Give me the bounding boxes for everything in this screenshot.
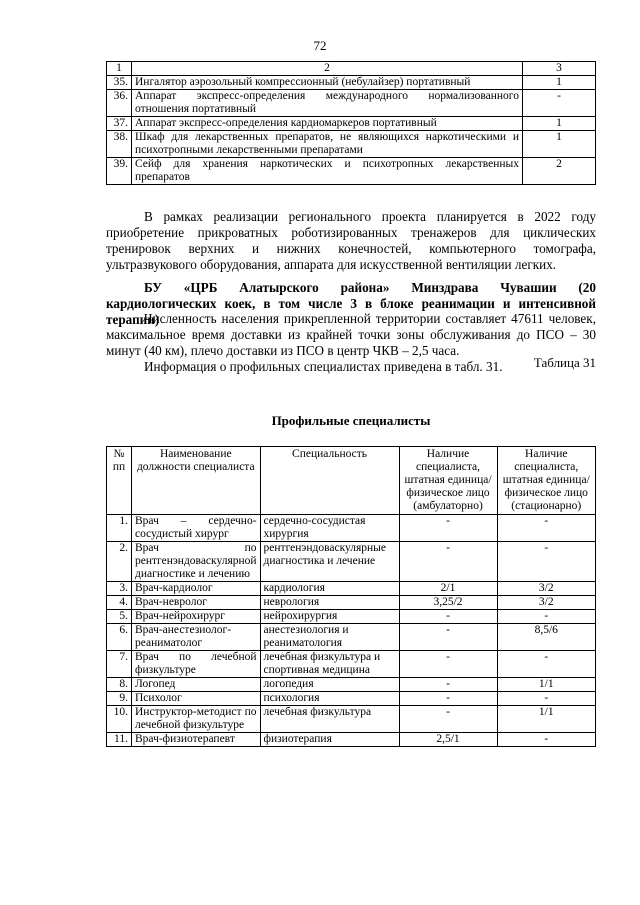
position-name: Врач-нейрохирург bbox=[132, 610, 261, 624]
outpatient-value: - bbox=[399, 610, 497, 624]
row-number: 4. bbox=[107, 596, 132, 610]
page-number: 72 bbox=[313, 38, 327, 53]
outpatient-value: 2/1 bbox=[399, 582, 497, 596]
specialty-name: сердечно-сосудистая хирургия bbox=[260, 515, 399, 542]
header-number: № пп bbox=[107, 447, 132, 515]
table-row bbox=[107, 678, 596, 692]
row-number: 11. bbox=[107, 733, 132, 747]
equipment-quantity: 1 bbox=[523, 117, 596, 131]
position-name: Врач по рентгенэндоваскулярной диагностике и лечению bbox=[132, 542, 261, 582]
table-header-row bbox=[107, 62, 596, 76]
specialty-name: рентгенэндоваскулярные диагностика и лечение bbox=[260, 542, 399, 582]
position-name: Врач по лечебной физкультуре bbox=[132, 651, 261, 678]
equipment-quantity: 2 bbox=[523, 158, 596, 185]
row-number: 1. bbox=[107, 515, 132, 542]
specialty-name: физиотерапия bbox=[260, 733, 399, 747]
outpatient-value: - bbox=[399, 624, 497, 651]
row-number: 35. bbox=[107, 76, 132, 90]
row-number: 39. bbox=[107, 158, 132, 185]
outpatient-value: - bbox=[399, 542, 497, 582]
inpatient-value: 3/2 bbox=[497, 596, 595, 610]
table-row bbox=[107, 117, 596, 131]
inpatient-value: - bbox=[497, 651, 595, 678]
inpatient-value: 3/2 bbox=[497, 582, 595, 596]
table-row bbox=[107, 706, 596, 733]
specialty-name: лечебная физкультура и спортивная медицина bbox=[260, 651, 399, 678]
column-number-3: 3 bbox=[523, 62, 596, 76]
outpatient-value: - bbox=[399, 651, 497, 678]
position-name: Логопед bbox=[132, 678, 261, 692]
project-paragraph: В рамках реализации регионального проекта планируется в 2022 году приобретение прикроватных роботизированных тренажеров для циклических тренировок верхних и нижних конечностей, компьютерного томографа, ультразвукового оборудования, аппарата для искусственной вентиляции легких. bbox=[106, 209, 596, 272]
info-paragraph: Информация о профильных специалистах приведена в табл. 31. bbox=[144, 359, 503, 374]
outpatient-value: - bbox=[399, 678, 497, 692]
equipment-name: Сейф для хранения наркотических и психотропных лекарственных препаратов bbox=[132, 158, 523, 185]
inpatient-value: - bbox=[497, 692, 595, 706]
table-row bbox=[107, 624, 596, 651]
row-number: 36. bbox=[107, 90, 132, 117]
row-number: 10. bbox=[107, 706, 132, 733]
row-number: 7. bbox=[107, 651, 132, 678]
specialty-name: логопедия bbox=[260, 678, 399, 692]
table-row bbox=[107, 90, 596, 117]
position-name: Врач-кардиолог bbox=[132, 582, 261, 596]
specialists-table bbox=[106, 446, 596, 747]
table-header-row bbox=[107, 447, 596, 515]
equipment-name: Шкаф для лекарственных препаратов, не являющихся наркотическими и психотропными лекарственными препаратами bbox=[132, 131, 523, 158]
equipment-quantity: 1 bbox=[523, 76, 596, 90]
position-name: Врач-невролог bbox=[132, 596, 261, 610]
outpatient-value: 2,5/1 bbox=[399, 733, 497, 747]
table-row bbox=[107, 582, 596, 596]
row-number: 5. bbox=[107, 610, 132, 624]
header-inpatient: Наличие специалиста, штатная единица/физическое лицо (стационарно) bbox=[497, 447, 595, 515]
column-number-1: 1 bbox=[107, 62, 132, 76]
row-number: 37. bbox=[107, 117, 132, 131]
inpatient-value: 1/1 bbox=[497, 706, 595, 733]
header-outpatient: Наличие специалиста, штатная единица/физическое лицо (амбулаторно) bbox=[399, 447, 497, 515]
inpatient-value: - bbox=[497, 515, 595, 542]
specialty-name: лечебная физкультура bbox=[260, 706, 399, 733]
table-row bbox=[107, 131, 596, 158]
inpatient-value: 8,5/6 bbox=[497, 624, 595, 651]
header-specialty: Специальность bbox=[260, 447, 399, 515]
inpatient-value: 1/1 bbox=[497, 678, 595, 692]
specialty-name: нейрохирургия bbox=[260, 610, 399, 624]
table-row bbox=[107, 733, 596, 747]
row-number: 9. bbox=[107, 692, 132, 706]
equipment-table bbox=[106, 61, 596, 185]
position-name: Врач-физиотерапевт bbox=[132, 733, 261, 747]
specialty-name: анестезиология и реаниматология bbox=[260, 624, 399, 651]
table-row bbox=[107, 651, 596, 678]
inpatient-value: - bbox=[497, 733, 595, 747]
table-label: Таблица 31 bbox=[533, 355, 596, 370]
table-row bbox=[107, 692, 596, 706]
position-name: Врач-анестезиолог-реаниматолог bbox=[132, 624, 261, 651]
table-row bbox=[107, 596, 596, 610]
equipment-name: Аппарат экспресс-определения кардиомаркеров портативный bbox=[132, 117, 523, 131]
table-title: Профильные специалисты bbox=[271, 413, 431, 428]
equipment-quantity: - bbox=[523, 90, 596, 117]
outpatient-value: - bbox=[399, 706, 497, 733]
inpatient-value: - bbox=[497, 542, 595, 582]
row-number: 6. bbox=[107, 624, 132, 651]
outpatient-value: 3,25/2 bbox=[399, 596, 497, 610]
specialty-name: неврология bbox=[260, 596, 399, 610]
column-number-2: 2 bbox=[132, 62, 523, 76]
population-paragraph: Численность населения прикрепленной территории составляет 47611 человек, максимальное время доставки из крайней точки зоны обслуживания до ПСО – 30 минут (40 км), плечо доставки из ПСО в центр ЧКВ – 2,5 часа. bbox=[106, 311, 596, 358]
outpatient-value: - bbox=[399, 692, 497, 706]
equipment-name: Аппарат экспресс-определения международного нормализованного отношения портативный bbox=[132, 90, 523, 117]
row-number: 8. bbox=[107, 678, 132, 692]
table-row bbox=[107, 542, 596, 582]
table-row bbox=[107, 76, 596, 90]
section-heading: БУ «ЦРБ Алатырского района» Минздрава Чувашии (20 кардиологических коек, в том числе 3 в блоке реанимации и интенсивной терапии) bbox=[106, 280, 596, 327]
table-row bbox=[107, 610, 596, 624]
position-name: Врач – сердечно-сосудистый хирург bbox=[132, 515, 261, 542]
table-row bbox=[107, 515, 596, 542]
table-row bbox=[107, 158, 596, 185]
position-name: Психолог bbox=[132, 692, 261, 706]
inpatient-value: - bbox=[497, 610, 595, 624]
row-number: 38. bbox=[107, 131, 132, 158]
outpatient-value: - bbox=[399, 515, 497, 542]
position-name: Инструктор-методист по лечебной физкультуре bbox=[132, 706, 261, 733]
specialty-name: кардиология bbox=[260, 582, 399, 596]
equipment-quantity: 1 bbox=[523, 131, 596, 158]
equipment-name: Ингалятор аэрозольный компрессионный (небулайзер) портативный bbox=[132, 76, 523, 90]
header-position: Наименование должности специалиста bbox=[132, 447, 261, 515]
specialty-name: психология bbox=[260, 692, 399, 706]
row-number: 3. bbox=[107, 582, 132, 596]
row-number: 2. bbox=[107, 542, 132, 582]
